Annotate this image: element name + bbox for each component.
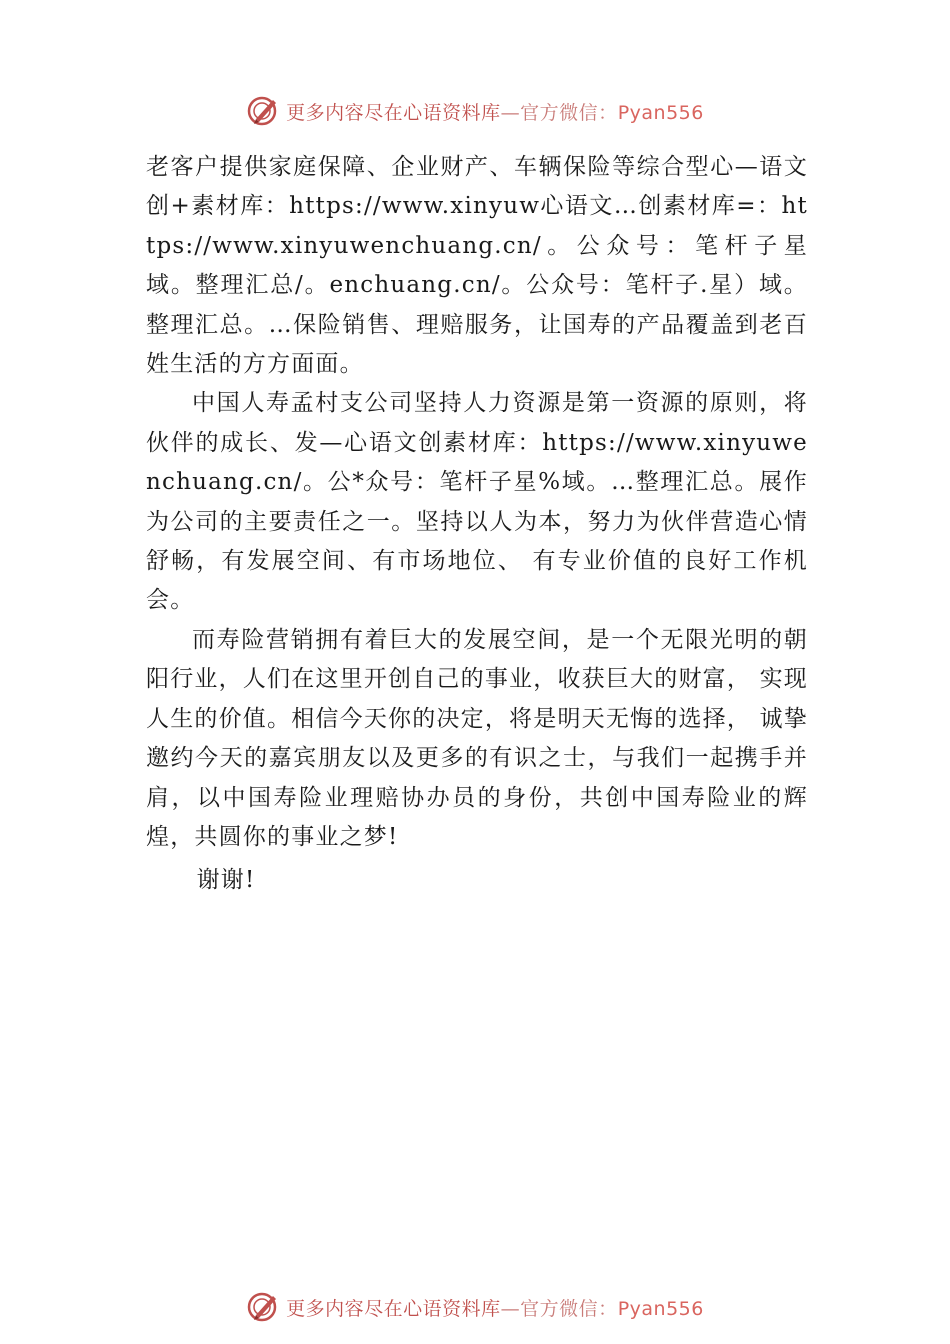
banner-subtitle: —官方微信： (500, 101, 618, 124)
pen-seal-logo-icon (246, 94, 280, 128)
wechat-handle: Pyan556 (617, 101, 704, 124)
banner-text (286, 1294, 704, 1321)
banner-text (286, 98, 704, 125)
banner-title: 更多内容尽在心语资料库 (286, 1297, 501, 1320)
banner-subtitle: —官方微信： (500, 1297, 618, 1320)
wechat-handle: Pyan556 (617, 1297, 704, 1320)
closing-line: 谢谢! (196, 867, 256, 894)
banner-title: 更多内容尽在心语资料库 (286, 101, 501, 124)
document-body (146, 148, 808, 901)
footer-banner (0, 1290, 950, 1324)
pen-seal-logo-icon (246, 1290, 280, 1324)
paragraph-1: 老客户提供家庭保障、企业财产、车辆保险等综合型心—语文创+素材库：https://www.xinyuw心语文…创素材库=：https://www.xinyuwenchuang.cn/。公众号：笔杆子星域。整理汇总/。enchuang.cn/。公众号：笔杆子.星）域。整理汇总。…保险销售、理赔服务，让国寿的产品覆盖到老百姓生活的方方面面。 (146, 154, 808, 378)
header-banner (0, 94, 950, 128)
paragraph-3: 而寿险营销拥有着巨大的发展空间，是一个无限光明的朝阳行业，人们在这里开创自己的事业，收获巨大的财富， 实现人生的价值。相信今天你的决定，将是明天无悔的选择， 诚挚邀约今天的嘉宾朋友以及更多的有识之士，与我们一起携手并肩，以中国寿险业理赔协办员的身份，共创中国寿险业的辉煌，共圆你的事业之梦! (146, 626, 808, 850)
paragraph-2: 中国人寿孟村支公司坚持人力资源是第一资源的原则，将伙伴的成长、发—心语文创素材库：https://www.xinyuwenchuang.cn/。公*众号：笔杆子星%域。…整理汇总。展作为公司的主要责任之一。坚持以人为本，努力为伙伴营造心情舒畅，有发展空间、有市场地位、 有专业价值的良好工作机会。 (146, 390, 808, 614)
